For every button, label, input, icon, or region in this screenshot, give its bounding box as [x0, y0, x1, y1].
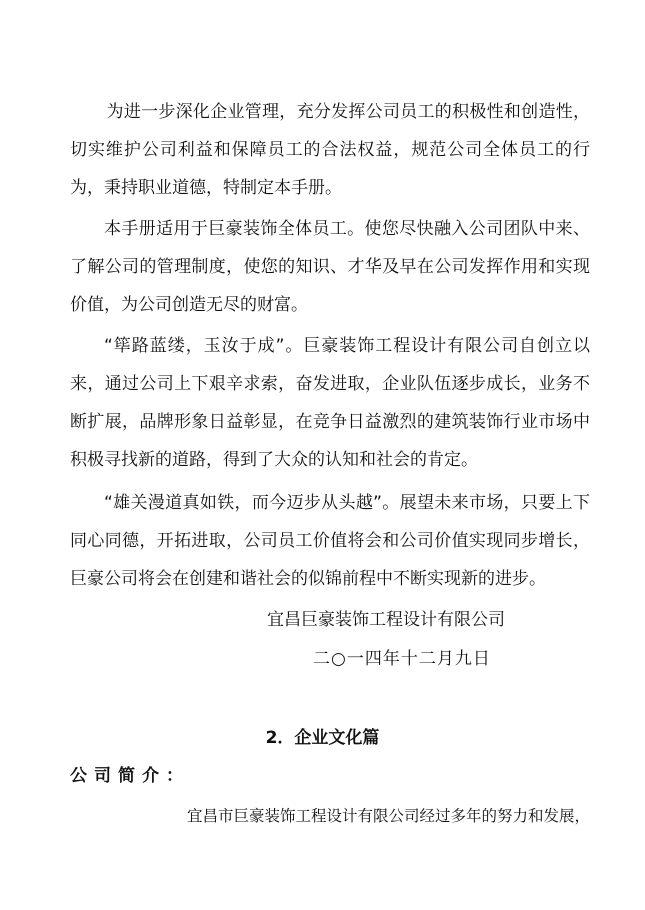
company-intro-heading: 公司简介： — [70, 766, 190, 786]
signature-date: 二○一四年十二月九日 — [313, 649, 491, 669]
company-intro-text: 宜昌市巨豪装饰工程设计有限公司经过多年的努力和发展， — [186, 807, 590, 825]
foreword-paragraph-4: “雄关漫道真如铁，而今迈步从头越”。展望未来市场，只要上下同心同德，开拓进取，公司员工价值将会和公司价值实现同步增长，巨豪公司将会在创建和谐社会的似锦前程中不断实现新的进步。 — [70, 493, 590, 589]
foreword-paragraph-2: 本手册适用于巨豪装饰全体员工。使您尽快融入公司团队中来、了解公司的管理制度，使您的知识、才华及早在公司发挥作用和实现价值，为公司创造无尽的财富。 — [70, 219, 590, 315]
section-title: 2．企业文化篇 — [265, 728, 380, 748]
signature-company: 宜昌巨豪装饰工程设计有限公司 — [267, 610, 505, 630]
foreword-paragraph-1: 为进一步深化企业管理，充分发挥公司员工的积极性和创造性，切实维护公司利益和保障员工的合法权益，规范公司全体员工的行为，秉持职业道德，特制定本手册。 — [70, 102, 590, 198]
foreword-paragraph-3: “筚路蓝缕，玉汝于成”。巨豪装饰工程设计有限公司自创立以来，通过公司上下艰辛求索，奋发进取，企业队伍逐步成长，业务不断扩展，品牌形象日益彰显，在竞争日益激烈的建筑装饰行业市场中积极寻找新的道路，得到了大众的认知和社会的肯定。 — [70, 336, 590, 470]
